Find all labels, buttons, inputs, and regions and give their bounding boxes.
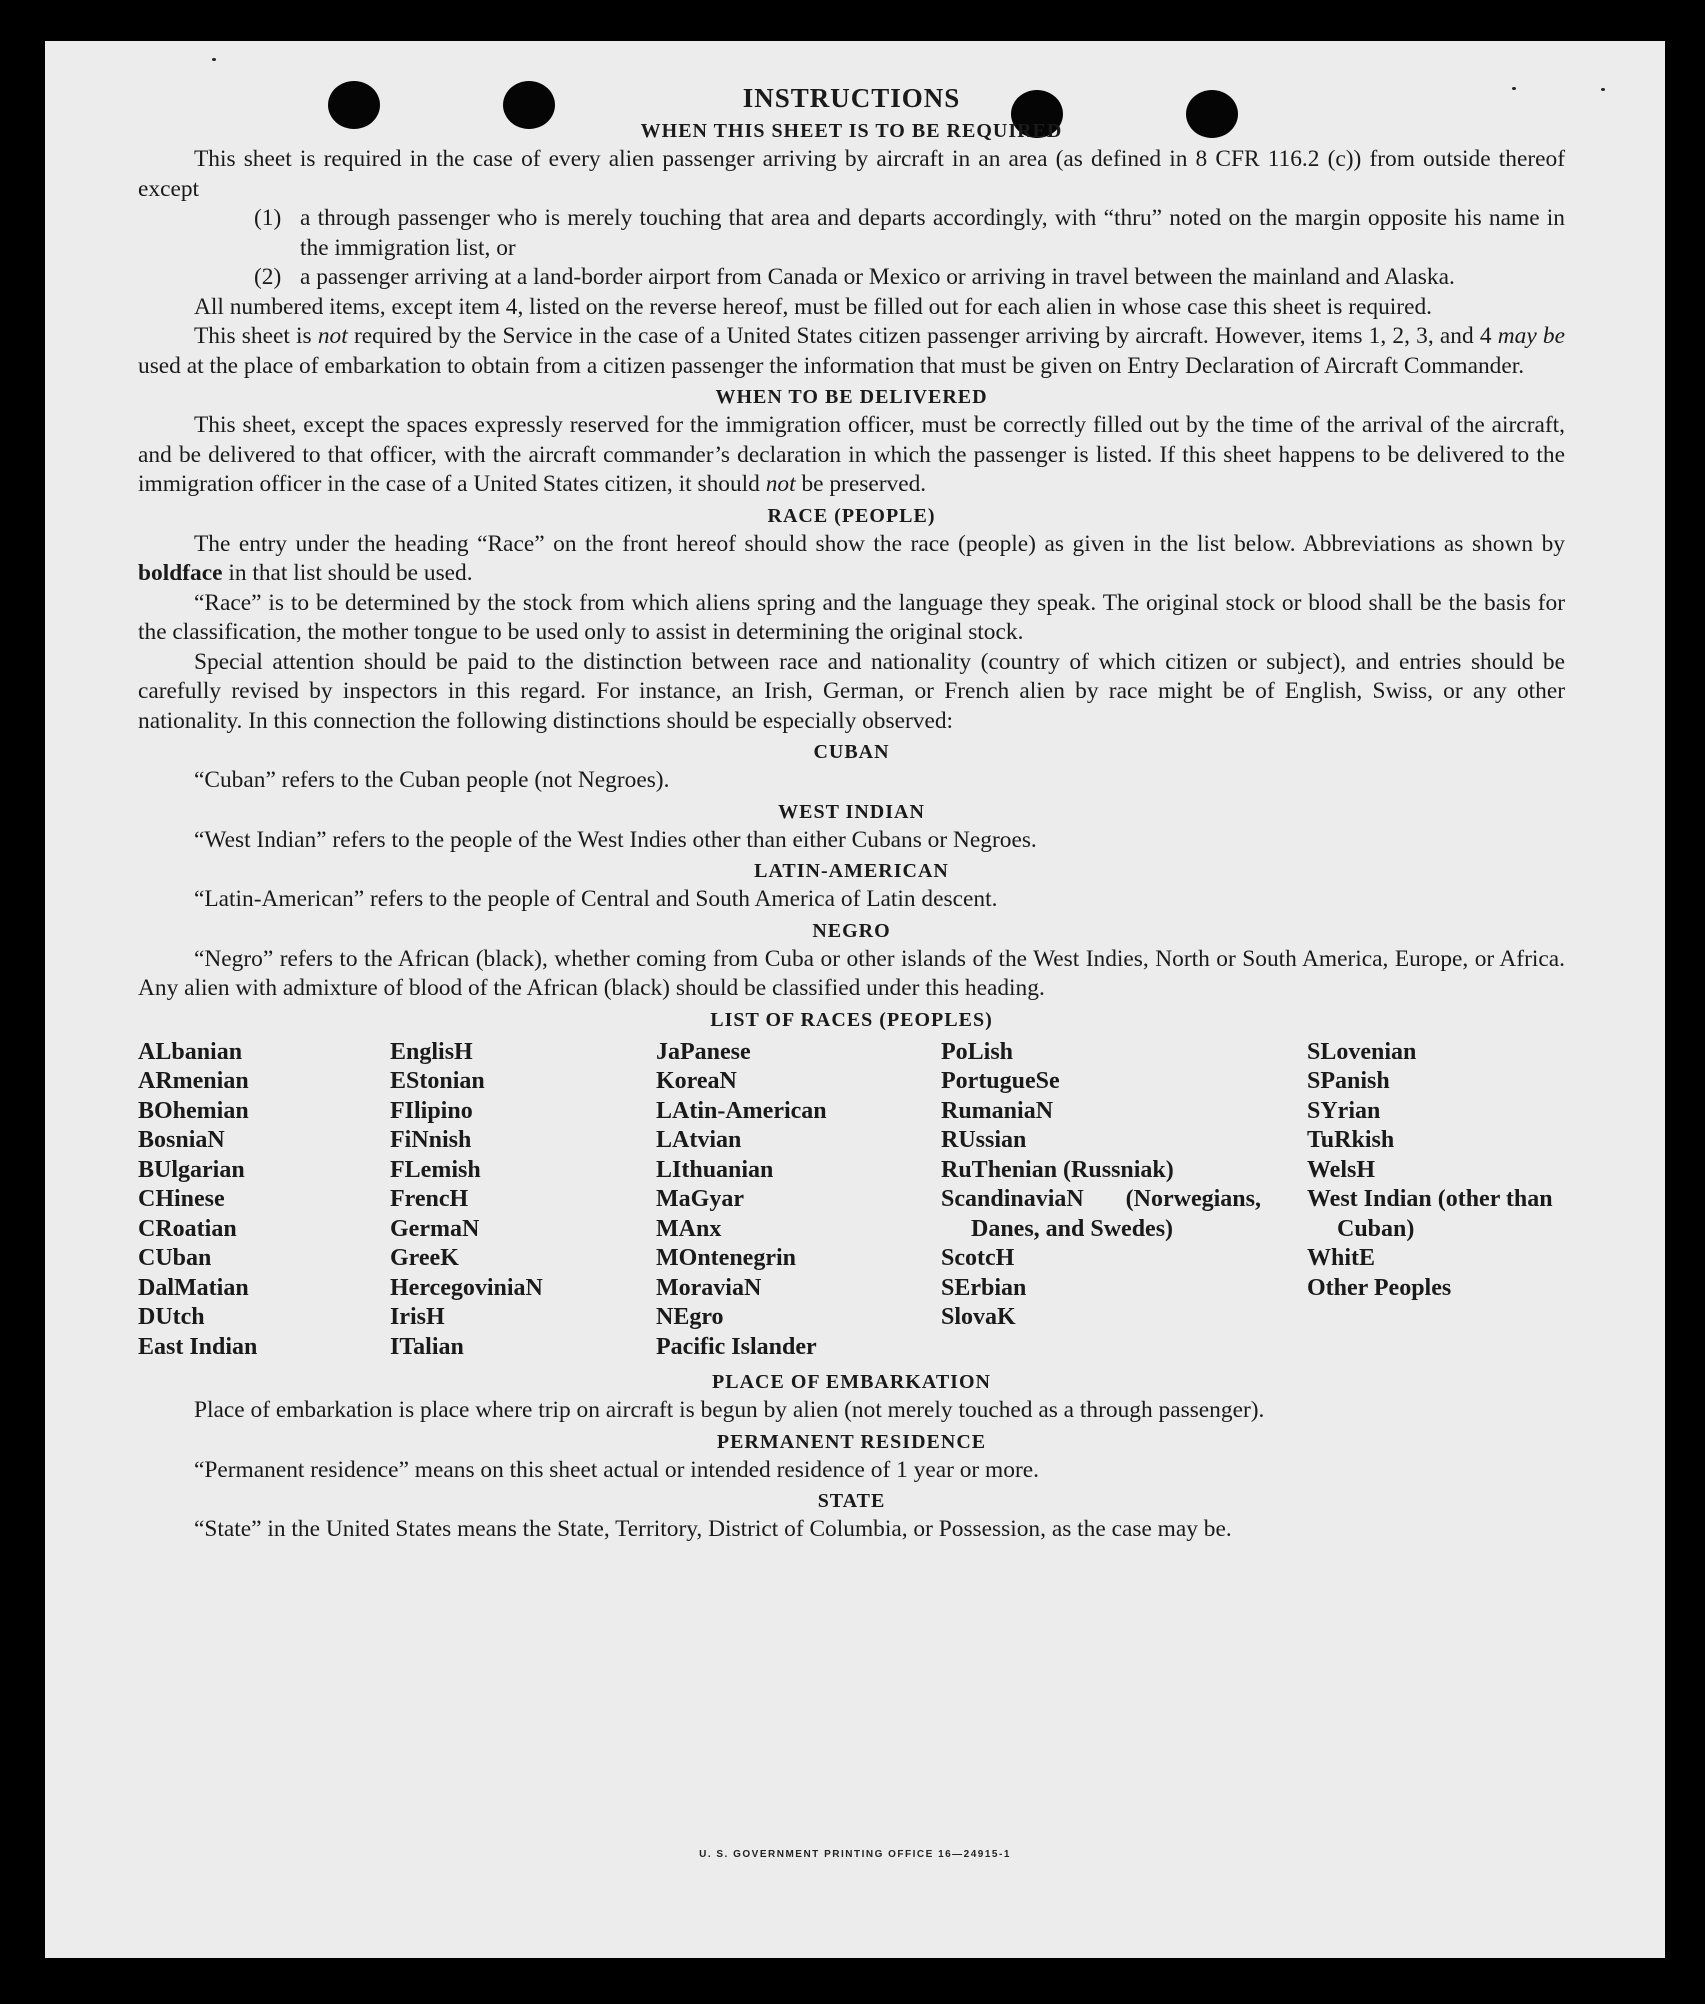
paragraph: All numbered items, except item 4, listed on the reverse hereof, must be filled out for each alien in whose case this sheet is required. xyxy=(194,293,1433,320)
race-entry: IrisH xyxy=(390,1304,445,1330)
race-entry: SErbian xyxy=(941,1274,1027,1301)
race-entry: PortugueSe xyxy=(941,1068,1060,1094)
race-entry: ALbanian xyxy=(138,1038,243,1065)
race-entry: BOhemian xyxy=(138,1097,249,1124)
definition-heading: LATIN-AMERICAN xyxy=(754,860,949,882)
race-entry: DUtch xyxy=(138,1304,205,1330)
races-heading: LIST OF RACES (PEOPLES) xyxy=(710,1008,993,1031)
paragraph: “Race” is to be determined by the stock from which aliens spring and the language they speak. The original stock or blood shall be the basis for the classification, the mother tongue to be used only to assist in determining the original stock. xyxy=(138,589,1565,645)
paper-speck xyxy=(212,58,216,61)
section-heading: WHEN THIS SHEET IS TO BE REQUIRED xyxy=(640,120,1063,142)
race-entry: MaGyar xyxy=(656,1186,744,1212)
race-entry: Other Peoples xyxy=(1307,1274,1452,1301)
item-text: a through passenger who is merely touching that area and departs accordingly, with “thru” noted on the margin opposite his name in the immigration list, or xyxy=(300,205,1565,261)
race-entry: HercegoviniaN xyxy=(390,1274,543,1301)
section-heading: WHEN TO BE DELIVERED xyxy=(715,386,988,408)
paragraph xyxy=(138,530,1565,589)
item-number: (2) xyxy=(254,264,282,290)
race-entry: MoraviaN xyxy=(656,1274,762,1301)
races-column xyxy=(390,1038,656,1363)
races-table xyxy=(138,1038,1565,1363)
race-entry: MOntenegrin xyxy=(656,1245,796,1271)
paragraph: Special attention should be paid to the distinction between race and nationality (country of which citizen or subject), and entries should be carefully revised by inspectors in this regard. For instance, an Irish, German, or French alien by race might be of English, Swiss, or any other nationality. In this connection the following distinctions should be especially observed: xyxy=(138,648,1565,734)
race-entry: CHinese xyxy=(138,1186,225,1212)
race-entry: LAtvian xyxy=(656,1127,742,1153)
text-run: be preserved. xyxy=(795,471,927,497)
text-run: in that list should be used. xyxy=(222,560,473,586)
list-item xyxy=(254,204,1565,263)
item-text: a passenger arriving at a land-border airport from Canada or Mexico or arriving in travel between the mainland and Alaska. xyxy=(300,264,1455,290)
race-entry: RuThenian (Russniak) xyxy=(941,1156,1174,1183)
instructions-body xyxy=(138,81,1565,1545)
emphasis: not xyxy=(317,323,348,349)
definition-text: “Latin-American” refers to the people of Central and South America of Latin descent. xyxy=(194,886,998,912)
race-entry: MAnx xyxy=(656,1215,722,1242)
paragraph xyxy=(138,322,1565,381)
races-column xyxy=(1307,1038,1565,1363)
text-run: This sheet, except the spaces expressly reserved for the immigration officer, must be correctly filled out by the time of the arrival of the aircraft, and be delivered to that officer, with the aircraft commander’s declaration in which the passenger is listed. If this sheet happens to be delivered to the immigration officer in the case of a United States citizen, it should xyxy=(138,412,1565,497)
race-entry: FrencH xyxy=(390,1186,469,1212)
races-column xyxy=(941,1038,1307,1363)
paragraph: “State” in the United States means the State, Territory, District of Columbia, or Possession, as the case may be. xyxy=(194,1516,1232,1542)
race-entry: ITalian xyxy=(390,1333,464,1360)
races-column xyxy=(138,1038,390,1363)
page-title: INSTRUCTIONS xyxy=(742,83,961,113)
definition-text: “West Indian” refers to the people of the West Indies other than either Cubans or Negroes. xyxy=(194,826,1037,853)
section-heading: PLACE OF EMBARKATION xyxy=(712,1371,991,1393)
race-entry: GreeK xyxy=(390,1245,459,1271)
emphasis: may be xyxy=(1497,323,1565,349)
race-entry: East Indian xyxy=(138,1333,258,1360)
text-run: The entry under the heading “Race” on the front hereof should show the race (people) as given in the list below. Abbreviations as shown by xyxy=(194,530,1565,557)
race-entry: FIlipino xyxy=(390,1097,473,1124)
printer-imprint: U. S. GOVERNMENT PRINTING OFFICE 16—24915-1 xyxy=(699,1849,1011,1860)
paper-speck xyxy=(1601,88,1605,91)
race-entry: DalMatian xyxy=(138,1274,249,1301)
section-heading: STATE xyxy=(817,1490,886,1512)
race-entry: Pacific Islander xyxy=(656,1333,817,1360)
text-run: used at the place of embarkation to obtain from a citizen passenger the information that must be given on Entry Declaration of Aircraft Commander. xyxy=(138,352,1525,379)
race-entry: TuRkish xyxy=(1307,1127,1395,1153)
section-heading: RACE (PEOPLE) xyxy=(767,504,936,527)
race-entry: LIthuanian xyxy=(656,1156,774,1183)
race-entry: ARmenian xyxy=(138,1068,249,1094)
race-entry: West Indian (other than Cuban) xyxy=(1307,1186,1553,1242)
definition-heading: CUBAN xyxy=(813,741,890,763)
race-entry: NEgro xyxy=(656,1304,724,1330)
section-heading: PERMANENT RESIDENCE xyxy=(716,1430,987,1453)
paragraph: “Permanent residence” means on this sheet actual or intended residence of 1 year or more. xyxy=(194,1456,1039,1483)
text-run: required by the Service in the case of a United States citizen passenger arriving by aircraft. However, items 1, 2, 3, and 4 xyxy=(347,323,1498,349)
race-entry: ScandinaviaN (Norwegians, Danes, and Swedes) xyxy=(941,1186,1261,1242)
race-entry: GermaN xyxy=(390,1215,480,1242)
list-item xyxy=(254,263,1565,293)
paragraph: Place of embarkation is place where trip on aircraft is begun by alien (not merely touched as a through passenger). xyxy=(194,1397,1265,1423)
definition-text: “Negro” refers to the African (black), whether coming from Cuba or other islands of the West Indies, North or South America, Europe, or Africa. Any alien with admixture of blood of the African (black) should be classified under this heading. xyxy=(138,945,1565,1001)
definition-heading: NEGRO xyxy=(812,919,891,942)
race-entry: WelsH xyxy=(1307,1156,1376,1183)
paragraph xyxy=(138,411,1565,500)
race-entry: JaPanese xyxy=(656,1038,751,1065)
race-entry: CUban xyxy=(138,1245,212,1271)
definition-text: “Cuban” refers to the Cuban people (not Negroes). xyxy=(194,767,670,793)
race-entry: SLovenian xyxy=(1307,1038,1417,1065)
race-entry: LAtin-American xyxy=(656,1097,827,1124)
race-entry: EnglisH xyxy=(390,1038,473,1065)
race-entry: EStonian xyxy=(390,1068,485,1094)
item-number: (1) xyxy=(254,205,282,231)
race-entry: BosniaN xyxy=(138,1127,225,1153)
bold-text: boldface xyxy=(138,560,223,586)
race-entry: CRoatian xyxy=(138,1215,237,1242)
emphasis: not xyxy=(765,471,796,497)
definition-heading: WEST INDIAN xyxy=(778,800,925,823)
text-run: This sheet is xyxy=(194,323,318,349)
race-entry: RumaniaN xyxy=(941,1097,1054,1124)
races-column xyxy=(656,1038,941,1363)
document-sheet xyxy=(45,41,1665,1958)
race-entry: SYrian xyxy=(1307,1097,1381,1124)
race-entry: WhitE xyxy=(1307,1245,1376,1271)
paragraph: This sheet is required in the case of every alien passenger arriving by aircraft in an area (as defined in 8 CFR 116.2 (c)) from outside thereof except xyxy=(138,146,1565,202)
race-entry: KoreaN xyxy=(656,1068,737,1094)
race-entry: RUssian xyxy=(941,1127,1027,1153)
race-entry: ScotcH xyxy=(941,1245,1015,1271)
race-entry: FLemish xyxy=(390,1156,481,1183)
race-entry: BUlgarian xyxy=(138,1156,245,1183)
race-entry: FiNnish xyxy=(390,1127,472,1153)
race-entry: SlovaK xyxy=(941,1304,1016,1330)
race-entry: SPanish xyxy=(1307,1068,1390,1094)
race-entry: PoLish xyxy=(941,1038,1014,1065)
